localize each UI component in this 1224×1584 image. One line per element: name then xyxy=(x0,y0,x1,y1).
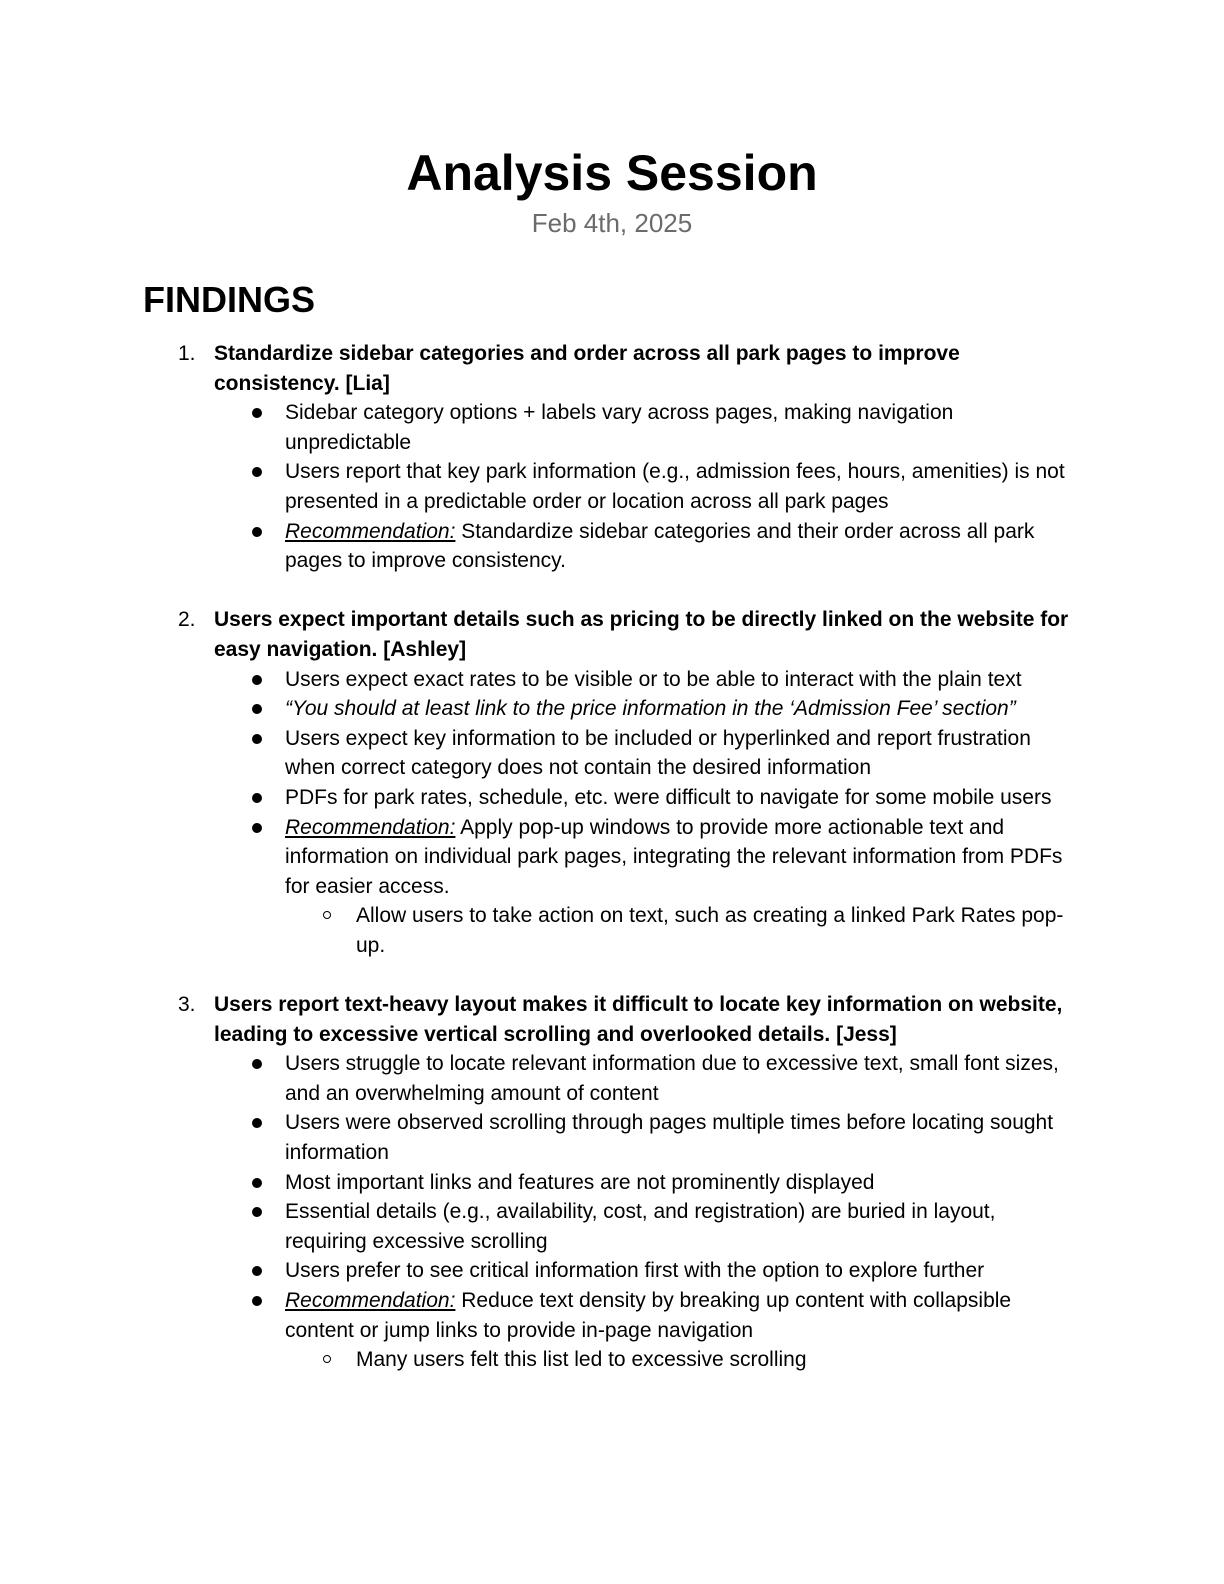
recommendation-text: Reduce text density by breaking up content with collapsible content or jump links to provide in-page navigation xyxy=(285,1289,1012,1342)
bullet-item xyxy=(214,398,1083,457)
finding-bullets xyxy=(214,398,1083,576)
sub-bullet-item xyxy=(285,901,1083,960)
bullet-text: Users were observed scrolling through pages multiple times before locating sought information xyxy=(285,1111,1054,1165)
finding-number: 1. xyxy=(178,342,196,365)
bullet-dot-icon xyxy=(252,675,262,685)
recommendation-text: Standardize sidebar categories and their order across all park pages to improve consistency. xyxy=(285,519,1035,573)
bullet-dot-icon xyxy=(252,1178,262,1188)
bullet-dot-icon xyxy=(252,1266,262,1276)
bullet-item xyxy=(214,457,1083,516)
bullet-text: Users struggle to locate relevant information due to excessive text, small font sizes, and an overwhelming amount of content xyxy=(285,1052,1059,1105)
bullet-text: Users report that key park information (e.g., admission fees, hours, amenities) is not presented in a predictable order or location across all park pages xyxy=(285,460,1065,513)
recommendation-item xyxy=(214,813,1083,961)
sub-bullet-text: Allow users to take action on text, such as creating a linked Park Rates pop-up. xyxy=(356,904,1064,957)
finding-bullets xyxy=(214,1049,1083,1375)
bullet-item xyxy=(214,1108,1083,1167)
bullet-circle-icon xyxy=(323,1355,331,1363)
bullet-item xyxy=(214,1049,1083,1108)
bullet-dot-icon xyxy=(252,704,262,714)
bullet-item xyxy=(214,1197,1083,1256)
bullet-dot-icon xyxy=(252,823,262,833)
bullet-text: Most important links and features are not prominently displayed xyxy=(285,1170,875,1194)
bullet-text: Sidebar category options + labels vary across pages, making navigation unpredictable xyxy=(285,401,954,454)
document-date: Feb 4th, 2025 xyxy=(531,208,693,238)
bullet-text: Users expect exact rates to be visible or to be able to interact with the plain text xyxy=(285,667,1022,691)
recommendation-text: Apply pop-up windows to provide more actionable text and information on individual park pages, integrating the relevant information from PDFs for easier access. xyxy=(285,815,1063,898)
user-quote: “You should at least link to the price information in the ‘Admission Fee’ section” xyxy=(285,697,1016,721)
document-title: Analysis Session xyxy=(406,145,818,201)
bullet-dot-icon xyxy=(252,408,262,418)
findings-heading: FINDINGS xyxy=(143,279,316,320)
bullet-dot-icon xyxy=(252,1118,262,1128)
recommendation-label: Recommendation: xyxy=(285,519,456,543)
quote-item xyxy=(214,694,1083,724)
bullet-circle-icon xyxy=(323,911,331,919)
sub-bullet-text: Many users felt this list led to excessive scrolling xyxy=(356,1348,807,1372)
finding-bullets xyxy=(214,665,1083,961)
bullet-dot-icon xyxy=(252,1207,262,1217)
bullet-item xyxy=(214,1168,1083,1198)
bullet-item xyxy=(214,1256,1083,1286)
finding-title: Users report text-heavy layout makes it difficult to locate key information on website, leading to excessive vertical scrolling and overlooked details. [Jess] xyxy=(214,993,1063,1046)
recommendation-label: Recommendation: xyxy=(285,1289,456,1312)
finding-title: Users expect important details such as pricing to be directly linked on the website for easy navigation. [Ashley] xyxy=(214,608,1069,661)
bullet-item xyxy=(214,783,1083,813)
finding-item xyxy=(143,605,1083,960)
findings-list xyxy=(143,339,1083,1375)
finding-item xyxy=(143,990,1083,1375)
bullet-dot-icon xyxy=(252,1296,262,1306)
bullet-text: Users prefer to see critical information first with the option to explore further xyxy=(285,1259,985,1283)
bullet-dot-icon xyxy=(252,793,262,803)
bullet-text: Essential details (e.g., availability, cost, and registration) are buried in layout, requiring excessive scrolling xyxy=(285,1200,996,1253)
finding-item xyxy=(143,339,1083,576)
bullet-dot-icon xyxy=(252,1059,262,1069)
bullet-item xyxy=(214,665,1083,695)
recommendation-item xyxy=(214,1286,1083,1375)
bullet-dot-icon xyxy=(252,734,262,744)
bullet-text: PDFs for park rates, schedule, etc. were difficult to navigate for some mobile users xyxy=(285,785,1052,809)
bullet-text: Users expect key information to be included or hyperlinked and report frustration when correct category does not contain the desired information xyxy=(285,726,1031,780)
sub-bullet-item xyxy=(285,1345,1083,1375)
finding-title: Standardize sidebar categories and order across all park pages to improve consistency. [Lia] xyxy=(214,342,960,395)
bullet-dot-icon xyxy=(252,467,262,477)
sub-bullets xyxy=(285,1345,1083,1375)
bullet-item xyxy=(214,724,1083,783)
finding-number: 3. xyxy=(178,993,196,1017)
sub-bullets xyxy=(285,901,1083,960)
recommendation-item xyxy=(214,517,1083,576)
finding-number: 2. xyxy=(178,608,196,632)
bullet-dot-icon xyxy=(252,527,262,537)
recommendation-label: Recommendation: xyxy=(285,815,456,839)
